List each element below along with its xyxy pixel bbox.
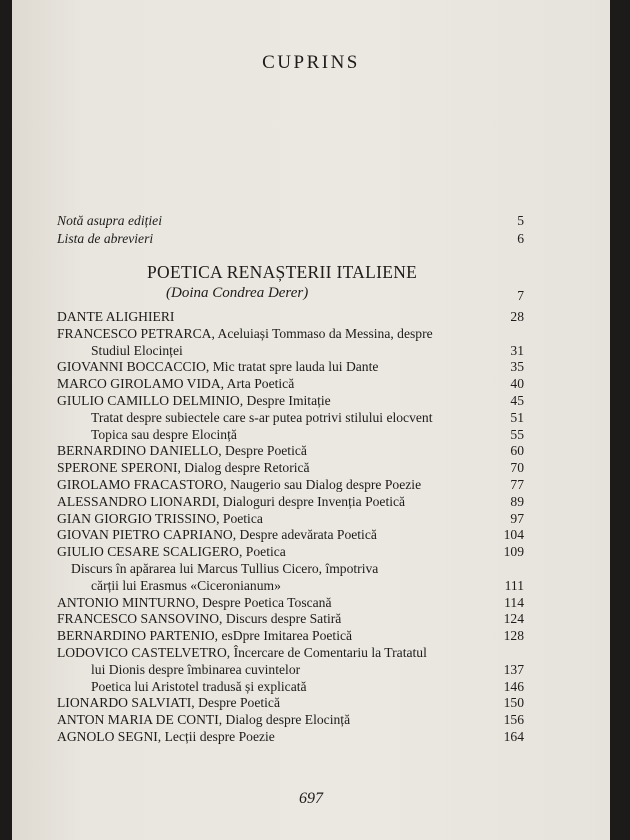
toc-title: Tratat despre subiectele care s-ar putea potrivi stilului elocvent: [91, 409, 433, 425]
toc-page: 55: [510, 426, 524, 442]
toc-title: cărții lui Erasmus «Ciceronianum»: [91, 577, 281, 593]
toc-title: ALESSANDRO LIONARDI, Dialoguri despre Invenția Poetică: [57, 493, 406, 509]
toc-title: Lista de abrevieri: [57, 231, 154, 246]
toc-page: 5: [517, 213, 524, 228]
toc-title: SPERONE SPERONI, Dialog despre Retorică: [57, 460, 310, 476]
toc-title: lui Dionis despre îmbinarea cuvintelor: [91, 661, 301, 677]
toc-page: 114: [504, 594, 524, 610]
toc-page: 128: [503, 628, 524, 644]
toc-title: GIROLAMO FRACASTORO, Naugerio sau Dialog despre Poezie: [57, 477, 422, 492]
toc-page: 28: [510, 309, 524, 324]
toc-page: 35: [510, 359, 524, 375]
toc-title: Topica sau despre Elocință: [91, 426, 237, 442]
toc-title: LODOVICO CASTELVETRO, Încercare de Comentariu la Tratatul: [57, 645, 427, 660]
toc-title: GIAN GIORGIO TRISSINO, Poetica: [57, 510, 263, 526]
toc-page: 109: [503, 544, 524, 560]
toc-page: 156: [503, 712, 524, 728]
toc-title: Poetica lui Aristotel tradusă și explicată: [91, 678, 307, 694]
toc-title: GIULIO CESARE SCALIGERO, Poetica: [57, 544, 286, 560]
toc-title: FRANCESCO SANSOVINO, Discurs despre Satiră: [57, 611, 342, 627]
toc-title: AGNOLO SEGNI, Lecții despre Poezie: [57, 729, 275, 744]
toc-page: 97: [510, 510, 524, 526]
toc-page: 31: [510, 342, 524, 358]
section-page: 7: [517, 288, 524, 303]
toc-page: 146: [503, 678, 524, 694]
toc-title: DANTE ALIGHIERI: [57, 309, 175, 324]
toc-page: 40: [510, 376, 524, 392]
toc-page: 70: [510, 460, 524, 476]
toc-title: ANTON MARIA DE CONTI, Dialog despre Elocință: [57, 712, 351, 728]
book-page: [12, 0, 610, 840]
toc-page: 6: [517, 231, 524, 246]
page-number: 697: [299, 790, 323, 807]
toc-title: LIONARDO SALVIATI, Despre Poetică: [57, 695, 281, 711]
toc-title: BERNARDINO DANIELLO, Despre Poetică: [57, 443, 307, 459]
toc-page: 77: [510, 477, 524, 492]
toc-title: ANTONIO MINTURNO, Despre Poetica Toscană: [57, 594, 332, 610]
toc-title: GIULIO CAMILLO DELMINIO, Despre Imitație: [57, 393, 331, 408]
toc-title: FRANCESCO PETRARCA, Aceluiași Tommaso da Messina, despre: [57, 325, 433, 341]
toc-page: 124: [503, 611, 524, 627]
toc-page: 164: [503, 729, 524, 744]
section-subtitle: (Doina Condrea Derer): [166, 285, 309, 301]
page-heading: CUPRINS: [262, 52, 360, 73]
toc-title: Studiul Elocinței: [91, 342, 183, 358]
toc-page: 111: [504, 577, 524, 593]
toc-title: GIOVAN PIETRO CAPRIANO, Despre adevărata Poetică: [57, 527, 377, 543]
toc-page: 104: [503, 527, 524, 543]
toc-title: Notă asupra ediției: [57, 213, 162, 228]
toc-page: 45: [510, 393, 524, 408]
toc-title: GIOVANNI BOCCACCIO, Mic tratat spre lauda lui Dante: [57, 359, 379, 375]
section-title: POETICA RENAȘTERII ITALIENE: [147, 262, 418, 282]
toc-page: 137: [503, 661, 524, 677]
toc-page: 60: [510, 443, 524, 459]
toc-page: 51: [510, 409, 524, 425]
toc-page: 150: [503, 695, 524, 711]
toc-title: BERNARDINO PARTENIO, esDpre Imitarea Poetică: [57, 628, 353, 644]
toc-page: 89: [510, 493, 524, 509]
toc-title: MARCO GIROLAMO VIDA, Arta Poetică: [57, 376, 295, 392]
toc-title: Discurs în apărarea lui Marcus Tullius Cicero, împotriva: [71, 561, 379, 576]
